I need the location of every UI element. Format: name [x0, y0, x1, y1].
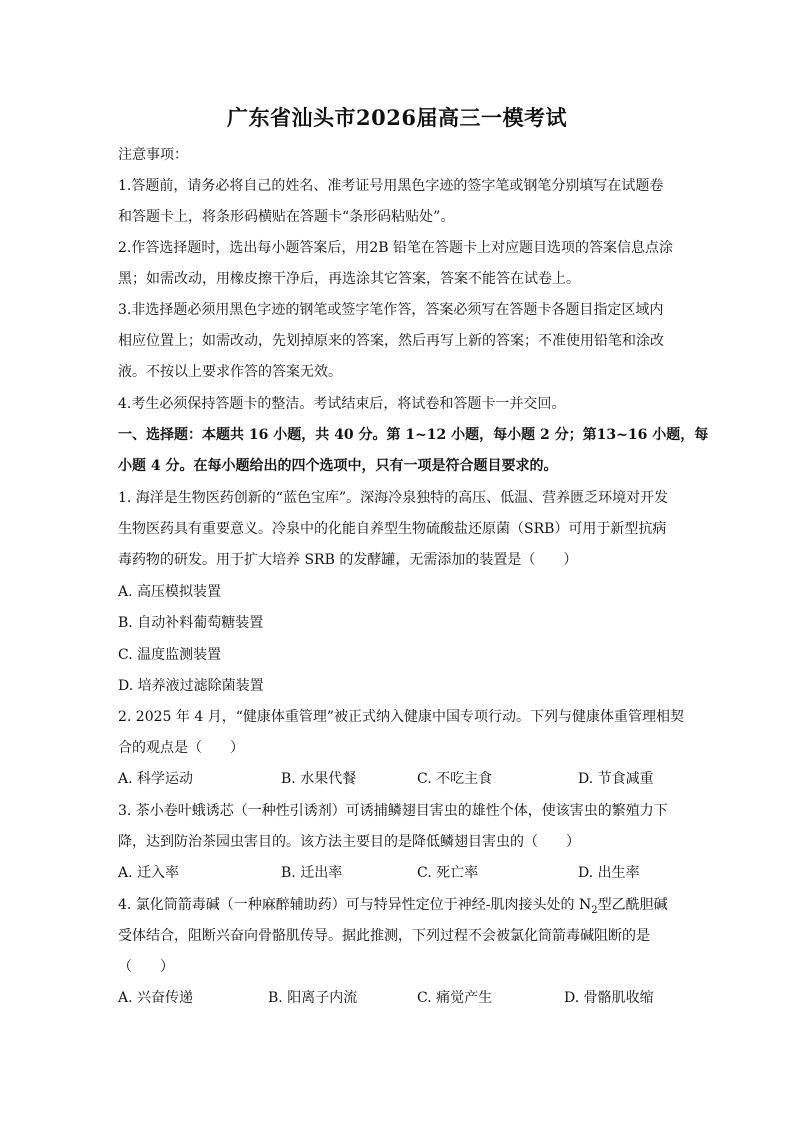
question-4-subscript: 2	[591, 904, 598, 916]
notes-heading: 注意事项：	[118, 147, 188, 163]
question-2-option-a: A. 科学运动	[118, 771, 194, 787]
question-2-option-c: C. 不吃主食	[417, 771, 493, 787]
question-4-text: （ ）	[118, 959, 174, 975]
question-3-option-d: D. 出生率	[578, 865, 640, 881]
question-3-text: 3. 茶小卷叶蛾诱芯（一种性引诱剂）可诱捕鳞翅目害虫的雄性个体，使该害虫的繁殖力下	[118, 803, 668, 819]
question-2-text: 2. 2025 年 4 月，“健康体重管理”被正式纳入健康中国专项行动。下列与健康体重管理相契	[118, 709, 685, 725]
question-1-option-c: C. 温度监测装置	[118, 647, 222, 663]
notes-line: 和答题卡上，将条形码横贴在答题卡“条形码粘贴处”。	[118, 209, 455, 225]
question-3-option-b: B. 迁出率	[281, 865, 343, 881]
question-1-text: 1. 海洋是生物医药创新的“蓝色宝库”。深海冷泉独特的高压、低温、营养匮乏环境对开发	[118, 490, 669, 506]
question-4-option-c: C. 痛觉产生	[417, 990, 493, 1006]
question-4-option-d: D. 骨骼肌收缩	[564, 990, 654, 1006]
question-2-option-d: D. 节食减重	[578, 771, 654, 787]
question-3-text: 降，达到防治茶园虫害目的。该方法主要目的是降低鳞翅目害虫的（ ）	[118, 834, 580, 850]
notes-line: 1.答题前，请务必将自己的姓名、准考证号用黑色字迹的签字笔或钢笔分别填写在试题卷	[118, 178, 664, 194]
notes-line: 液。不按以上要求作答的答案无效。	[118, 364, 342, 380]
question-3-options	[118, 863, 678, 883]
section-heading: 一、选择题：本题共 16 小题，共 40 分。第 1~12 小题，每小题 2 分；第13~16 小题，每	[118, 427, 709, 443]
question-4-option-a: A. 兴奋传递	[118, 990, 194, 1006]
question-4-options	[118, 988, 678, 1008]
exam-title: 广东省汕头市2026届高三一模考试	[227, 105, 567, 130]
question-1-text: 毒药物的研发。用于扩大培养 SRB 的发酵罐，无需添加的装置是（ ）	[118, 552, 578, 568]
question-4-text-part: 型乙酰胆碱	[597, 897, 668, 913]
question-2-text: 合的观点是（ ）	[118, 740, 244, 756]
question-3-option-a: A. 迁入率	[118, 865, 180, 881]
notes-line: 黑；如需改动，用橡皮擦干净后，再选涂其它答案，答案不能答在试卷上。	[118, 271, 580, 287]
notes-line: 3.非选择题必须用黑色字迹的钢笔或签字笔作答，答案必须写在答题卡各题目指定区域内	[118, 302, 664, 318]
question-4-text	[118, 895, 678, 921]
question-2-option-b: B. 水果代餐	[281, 771, 357, 787]
question-4-option-b: B. 阳离子内流	[268, 990, 358, 1006]
question-2-options	[118, 769, 678, 789]
question-1-option-a: A. 高压模拟装置	[118, 584, 222, 600]
question-4-text: 受体结合，阻断兴奋向骨骼肌传导。据此推测，下列过程不会被氯化筒箭毒碱阻断的是	[118, 928, 650, 944]
question-1-option-b: B. 自动补料葡萄糖装置	[118, 615, 264, 631]
question-3-option-c: C. 死亡率	[417, 865, 479, 881]
notes-line: 4.考生必须保持答题卡的整洁。考试结束后，将试卷和答题卡一并交回。	[118, 396, 566, 412]
notes-line: 2.作答选择题时，选出每小题答案后，用2B 铅笔在答题卡上对应题目选项的答案信息点涂	[118, 240, 674, 256]
question-1-text: 生物医药具有重要意义。冷泉中的化能自养型生物硫酸盐还原菌（SRB）可用于新型抗病	[118, 521, 667, 537]
notes-line: 相应位置上；如需改动，先划掉原来的答案，然后再写上新的答案；不准使用铅笔和涂改	[118, 333, 664, 349]
question-4-text-part: 4. 氯化筒箭毒碱（一种麻醉辅助药）可与特异性定位于神经-肌肉接头处的 N	[118, 897, 592, 913]
question-1-option-d: D. 培养液过滤除菌装置	[118, 678, 264, 694]
section-heading: 小题 4 分。在每小题给出的四个选项中，只有一项是符合题目要求的。	[118, 458, 558, 474]
